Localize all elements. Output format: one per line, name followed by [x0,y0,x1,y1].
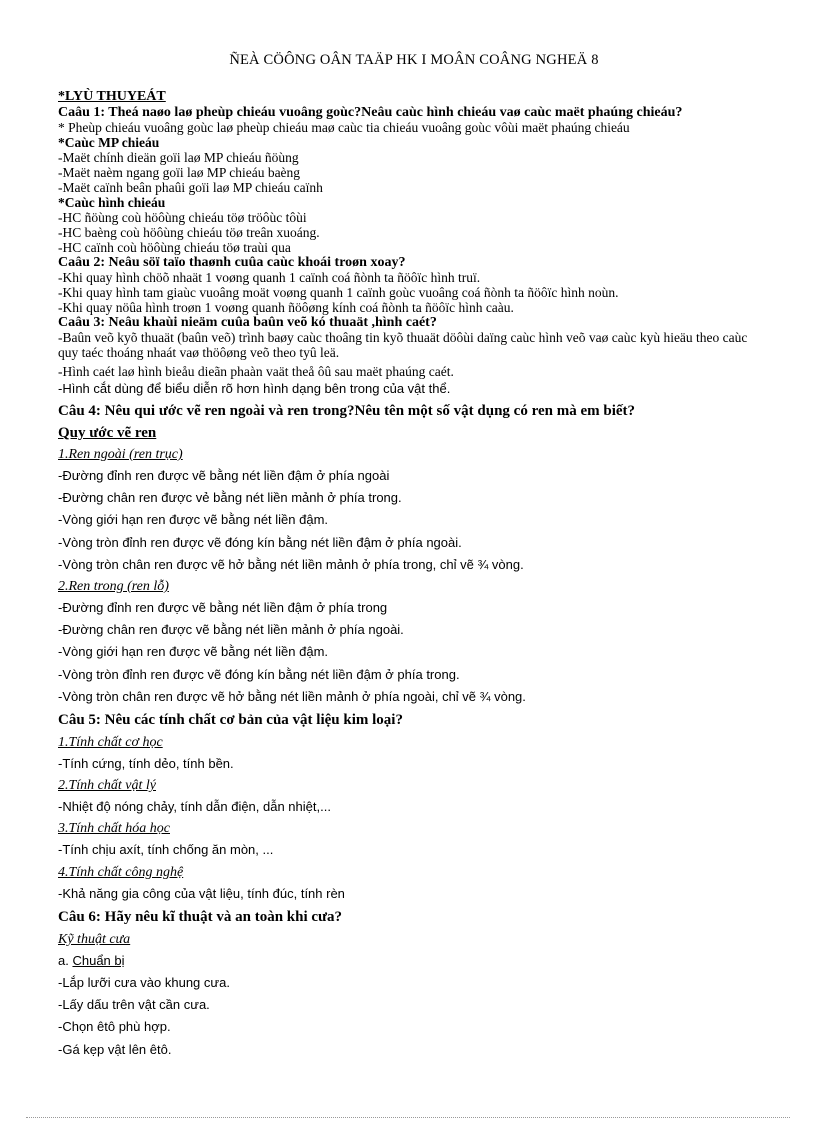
q2-line: -Khi quay hình tam giaùc vuoâng moät voøng quanh 1 caïnh goùc vuoâng coá ñònh ta ñöôïc hình noùn. [58,285,619,300]
q4-sub2-heading: 2.Ren trong (ren lỗ) [58,579,169,595]
q3-line: -Baûn veõ kyõ thuaät (baûn veõ) trình baøy caùc thoâng tin kyõ thuaät döôùi daïng caùc hình veõ vaø caùc kyù hieäu theo caùc quy taéc thoáng nhaát vaø thöôøng veõ theo tyû leä. [58,330,748,360]
q4-sub2-line: -Đường chân ren được vẽ bằng nét liền mảnh ở phía ngoài. [58,622,404,638]
q5-item-heading: 4.Tính chất công nghệ [58,864,184,880]
q4-sub2-line: -Vòng tròn chân ren được vẽ hở bằng nét liền mảnh ở phía ngoài, chỉ vẽ ¾ vòng. [58,688,526,704]
q1-subheading: *Caùc hình chieáu [58,195,166,210]
q5-item-text: -Tính cứng, tính dẻo, tính bền. [58,756,234,772]
q6-heading: Kỹ thuật cưa [58,931,131,947]
q1-line: -Maët chính dieän goïi laø MP chieáu ñöùng [58,150,299,165]
q6-line: -Lắp lưỡi cưa vào khung cưa. [58,975,230,991]
q1-line: -HC ñöùng coù höôùng chieáu töø tröôùc tôùi [58,210,307,225]
q4-sub1-line: -Vòng giới hạn ren được vẽ bằng nét liền đậm. [58,512,329,528]
q5-item-heading: 2.Tính chất vật lý [58,778,156,794]
q6-step-prefix: a. [58,952,69,968]
q6-step-label: Chuẩn bị [72,952,125,968]
question-1: Caâu 1: Theá naøo laø pheùp chieáu vuoâng goùc?Neâu caùc hình chieáu vaø caùc maët phaúng chieáu? [58,105,683,120]
q4-sub2-line: -Vòng giới hạn ren được vẽ bằng nét liền đậm. [58,644,329,660]
q6-line: -Chọn êtô phù hợp. [58,1019,171,1035]
question-4: Câu 4: Nêu qui ước vẽ ren ngoài và ren trong?Nêu tên một số vật dụng có ren mà em biết? [58,403,636,419]
q1-subheading: *Caùc MP chieáu [58,135,160,150]
q5-item-text: -Khả năng gia công của vật liệu, tính đúc, tính rèn [58,885,345,901]
q4-sub2-line: -Đường đỉnh ren được vẽ bằng nét liền đậm ở phía trong [58,600,388,616]
page-footer-divider [26,1117,790,1118]
q6-line: -Gá kẹp vật lên êtô. [58,1041,172,1057]
q4-sub1-line: -Đường chân ren được vẻ bằng nét liền mảnh ở phía trong. [58,490,402,506]
q4-sub2-line: -Vòng tròn đỉnh ren được vẽ đóng kín bằng nét liền đậm ở phía trong. [58,666,460,682]
q2-line: -Khi quay hình chöõ nhaät 1 voøng quanh 1 caïnh coá ñònh ta ñöôïc hình truï. [58,270,481,285]
q4-sub1-line: -Vòng tròn đỉnh ren được vẽ đóng kín bằng nét liền đậm ở phía ngoài. [58,534,462,550]
q4-sub1-line: -Vòng tròn chân ren được vẽ hở bằng nét liền mảnh ở phía trong, chỉ vẽ ¾ vòng. [58,556,524,572]
q5-item-heading: 1.Tính chất cơ học [58,735,163,751]
question-2: Caâu 2: Neâu söï taïo thaønh cuûa caùc khoái troøn xoay? [58,255,406,270]
section-theory-heading: *LYÙ THUYEÁT [58,89,166,104]
q5-item-text: -Tính chịu axít, tính chống ăn mòn, ... [58,842,274,858]
q6-step [58,950,770,972]
document-page [58,52,770,1061]
q1-line: -HC caïnh coù höôùng chieáu töø traùi qua [58,240,291,255]
q4-sub1-line: -Đường đỉnh ren được vẽ bằng nét liền đậm ở phía ngoài [58,468,390,483]
q2-line: -Khi quay nöûa hình troøn 1 voøng quanh ñöôøng kính coá ñònh ta ñöôïc hình caàu. [58,300,514,315]
q1-line: -Maët caïnh beân phaûi goïi laø MP chieáu caïnh [58,180,323,195]
q1-line: -HC baèng coù höôùng chieáu töø treân xuoáng. [58,225,320,240]
q3-line: -Hình cắt dùng để biểu diễn rõ hơn hình dạng bên trong của vật thể. [58,381,451,396]
q5-item-heading: 3.Tính chất hóa học [58,821,170,837]
q3-line: -Hình caét laø hình bieåu dieãn phaàn vaät theå ôû sau maët phaúng caét. [58,364,454,379]
q6-line: -Lấy dấu trên vật cần cưa. [58,997,210,1013]
q5-item-text: -Nhiệt độ nóng chảy, tính dẫn điện, dẫn nhiệt,... [58,799,331,815]
question-3: Caâu 3: Neâu khaùi nieäm cuûa baûn veõ kó thuaät ,hình caét? [58,315,437,330]
question-6: Câu 6: Hãy nêu kĩ thuật và an toàn khi cưa? [58,908,343,925]
q1-line: -Maët naèm ngang goïi laø MP chieáu baèng [58,165,301,180]
q1-line: * Pheùp chieáu vuoâng goùc laø pheùp chieáu maø caùc tia chieáu vuoâng goùc vôùi maët phaúng chieáu [58,120,630,135]
q4-heading: Quy ước vẽ ren [58,425,157,441]
question-5: Câu 5: Nêu các tính chất cơ bản của vật liệu kim loại? [58,712,403,729]
document-title: ÑEÀ CÖÔNG OÂN TAÄP HK I MOÂN COÂNG NGHEÄ 8 [229,52,599,68]
q4-sub1-heading: 1.Ren ngoài (ren trục) [58,447,183,462]
